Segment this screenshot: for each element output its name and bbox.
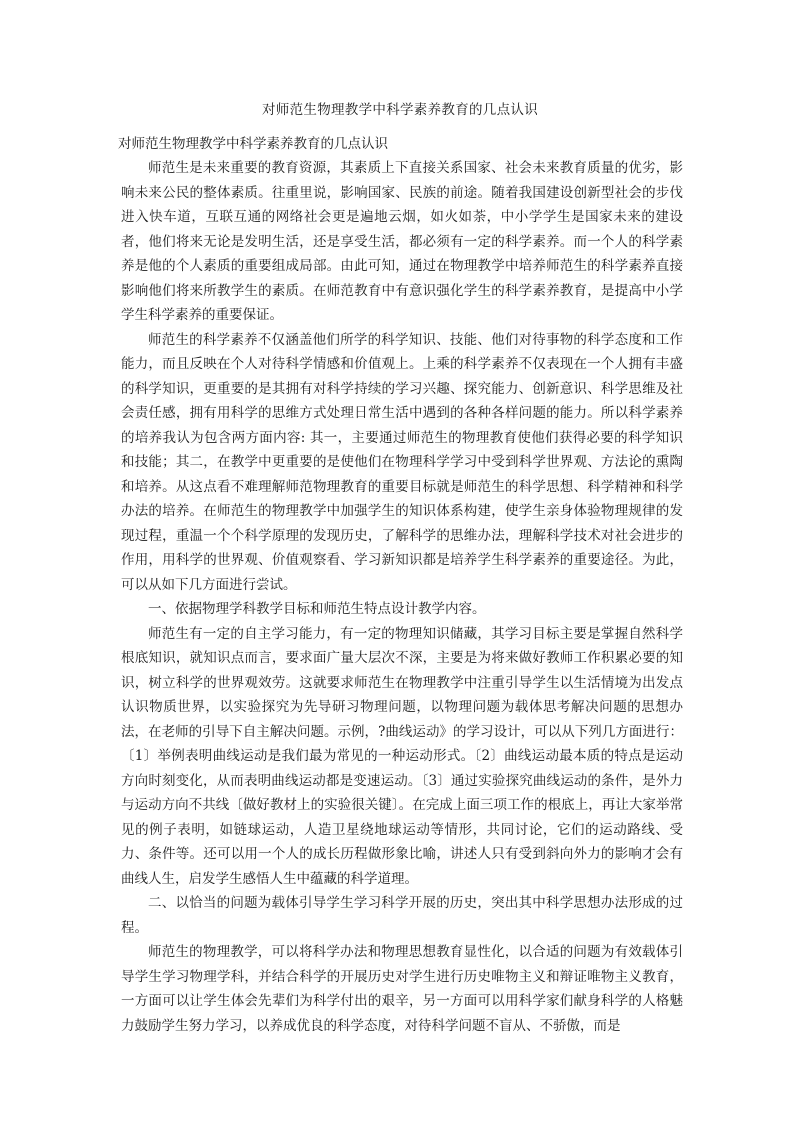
- document-body: [118, 132, 683, 1038]
- paragraph-scientific-literacy: 师范生的科学素养不仅涵盖他们所学的科学知识、技能、他们对待事物的科学态度和工作能力，而且反映在个人对待科学情感和价值观上。上乘的科学素养不仅表现在一个人拥有丰盛的科学知识，更重要的是其拥有对科学持续的学习兴趣、探究能力、创新意识、科学思维及社会责任感，拥有用科学的思维方式处理日常生活中遇到的各种各样问题的能力。所以科学素养的培养我认为包含两方面内容: 其一，主要通过师范生的物理教育使他们获得必要的科学知识和技能；其二，在教学中更重要的是使他们在物理科学学习中受到科学世界观、方法论的熏陶和培养。从这点看不难理解师范物理教育的重要目标就是师范生的科学思想、科学精神和科学办法的培养。在师范生的物理教学中加强学生的知识体系构建，使学生亲身体验物理规律的发现过程，重温一个个科学原理的发现历史，了解科学的思维办法，理解科学技术对社会进步的作用，用科学的世界观、价值观察看、学习新知识都是培养学生科学素养的重要途径。为此，可以从如下几方面进行尝试。: [121, 331, 683, 593]
- paragraph-section-2: 师范生的物理教学，可以将科学办法和物理思想教育显性化，以合适的问题为有效载体引导学生学习物理学科，并结合科学的开展历史对学生进行历史唯物主义和辩证唯物主义教育，一方面可以让学生体会先辈们为科学付出的艰辛，另一方面可以用科学家们献身科学的人格魅力鼓励学生努力学习，以养成优良的科学态度，对待科学问题不盲从、不骄傲，而是: [121, 944, 683, 1034]
- document-subtitle: 对师范生物理教学中科学素养教育的几点认识: [118, 136, 388, 152]
- paragraph-intro: 师范生是未来重要的教育资源，其素质上下直接关系国家、社会未来教育质量的优劣，影响未来公民的整体素质。往重里说，影响国家、民族的前途。随着我国建设创新型社会的步伐进入快车道，互联互通的网络社会更是遍地云烟，如火如荼，中小学学生是国家未来的建设者，他们将来无论是发明生活，还是享受生活，都必须有一定的科学素养。而一个人的科学素养是他的个人素质的重要组成局部。由此可知，通过在物理教学中培养师范生的科学素养直接影响他们将来所教学生的素质。在师范教育中有意识强化学生的科学素养教育，是提高中小学学生科学素养的重要保证。: [121, 160, 683, 323]
- paragraph-section-1: 师范生有一定的自主学习能力，有一定的物理知识储藏，其学习目标主要是掌握自然科学根底知识，就知识点而言，要求面广量大层次不深，主要是为将来做好教师工作积累必要的知识，树立科学的世界观效劳。这就要求师范生在物理教学中注重引导学生以生活情境为出发点认识物质世界，以实验探究为先导研习物理问题，以物理问题为载体思考解决问题的思想办法，在老师的引导下自主解决问题。示例，?曲线运动》的学习设计，可以从下列几方面进行：〔1〕举例表明曲线运动是我们最为常见的一种运动形式。〔2〕曲线运动最本质的特点是运动方向时刻变化，从而表明曲线运动都是变速运动。〔3〕通过实验探究曲线运动的条件，是外力与运动方向不共线〔做好教材上的实验很关键〕。在完成上面三项工作的根底上，再让大家举常见的例子表明，如链球运动，人造卫星绕地球运动等情形，共同讨论，它们的运动路线、受力、条件等。还可以用一个人的成长历程做形象比喻，讲述人只有受到斜向外力的影响才会有曲线人生，启发学生感悟人生中蕴藏的科学道理。: [121, 625, 683, 887]
- section-heading-2: 二、以恰当的问题为载体引导学生学习科学开展的历史，突出其中科学思想办法形成的过程。: [121, 895, 683, 936]
- section-heading-1: 一、依据物理学科教学目标和师范生特点设计教学内容。: [148, 601, 486, 617]
- page-title: 对师范生物理教学中科学素养教育的几点认识: [262, 102, 538, 118]
